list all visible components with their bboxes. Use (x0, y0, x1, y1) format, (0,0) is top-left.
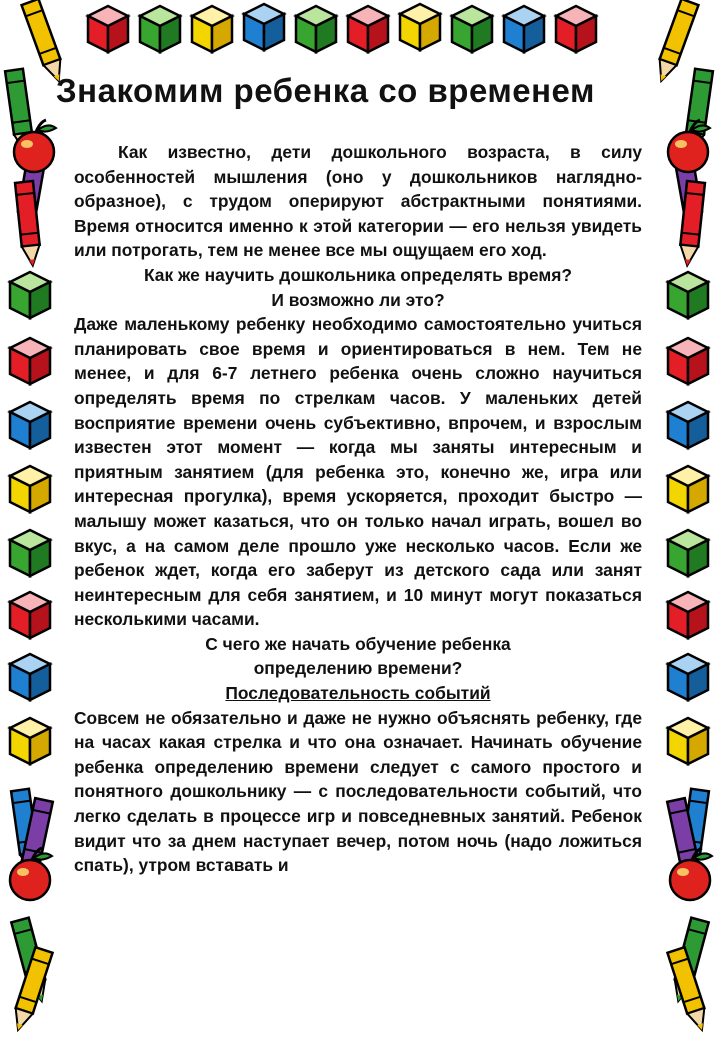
body-paragraph: Совсем не обязательно и даже не нужно объяснять ребенку, где на часах какая стрелка и что она означает. Начинать обучение ребенка определению времени следует с самого простого и понятного дошкольнику — с последовательности событий, что легко сделать в процессе игр и повседневных занятий. Ребенок видит что за днем наступает вечер, потом ночь (надо ложиться спать), утром вставать и (74, 707, 642, 876)
question-heading: определению времени? (253, 658, 463, 679)
body-paragraph: Даже маленькому ребенку необходимо самостоятельно учиться планировать свое время и ориентироваться в нем. Тем не менее, и для 6-7 летнего ребенка очень сложно научиться определять время по стрелкам часов. У маленьких детей восприятие времени очень субъективно, впрочем, и взрослым известен этот момент — когда мы заняты интересным и приятным занятием (для ребенка это, конечно же, игра или интересная прогулка), время ускоряется, проходит быстро — малышу может казаться, что он только начал играть, вошел во вкус, а на самом деле прошло уже несколько часов. Если же ребенок ждет, когда его заберут из детского сада или занят неинтересным для себя занятием, и 10 минут могут показаться несколькими часами. (74, 314, 642, 630)
question-heading: И возможно ли это? (271, 289, 445, 310)
question-heading: Как же научить дошкольника определять время? (143, 264, 573, 285)
intro-paragraph: Как известно, дети дошкольного возраста, в силу особенностей мышления (оно у дошкольников наглядно-образное), с трудом оперируют абстрактными понятиями. Время относится именно к этой категории — его нельзя увидеть или потрогать, тем не менее все мы ощущаем его ход. (74, 142, 642, 261)
section-heading: Последовательность событий (225, 683, 491, 704)
article-body (74, 140, 642, 878)
question-heading: С чего же начать обучение ребенка (205, 633, 511, 654)
page-title: Знакомим ребенка со временем (56, 72, 595, 109)
